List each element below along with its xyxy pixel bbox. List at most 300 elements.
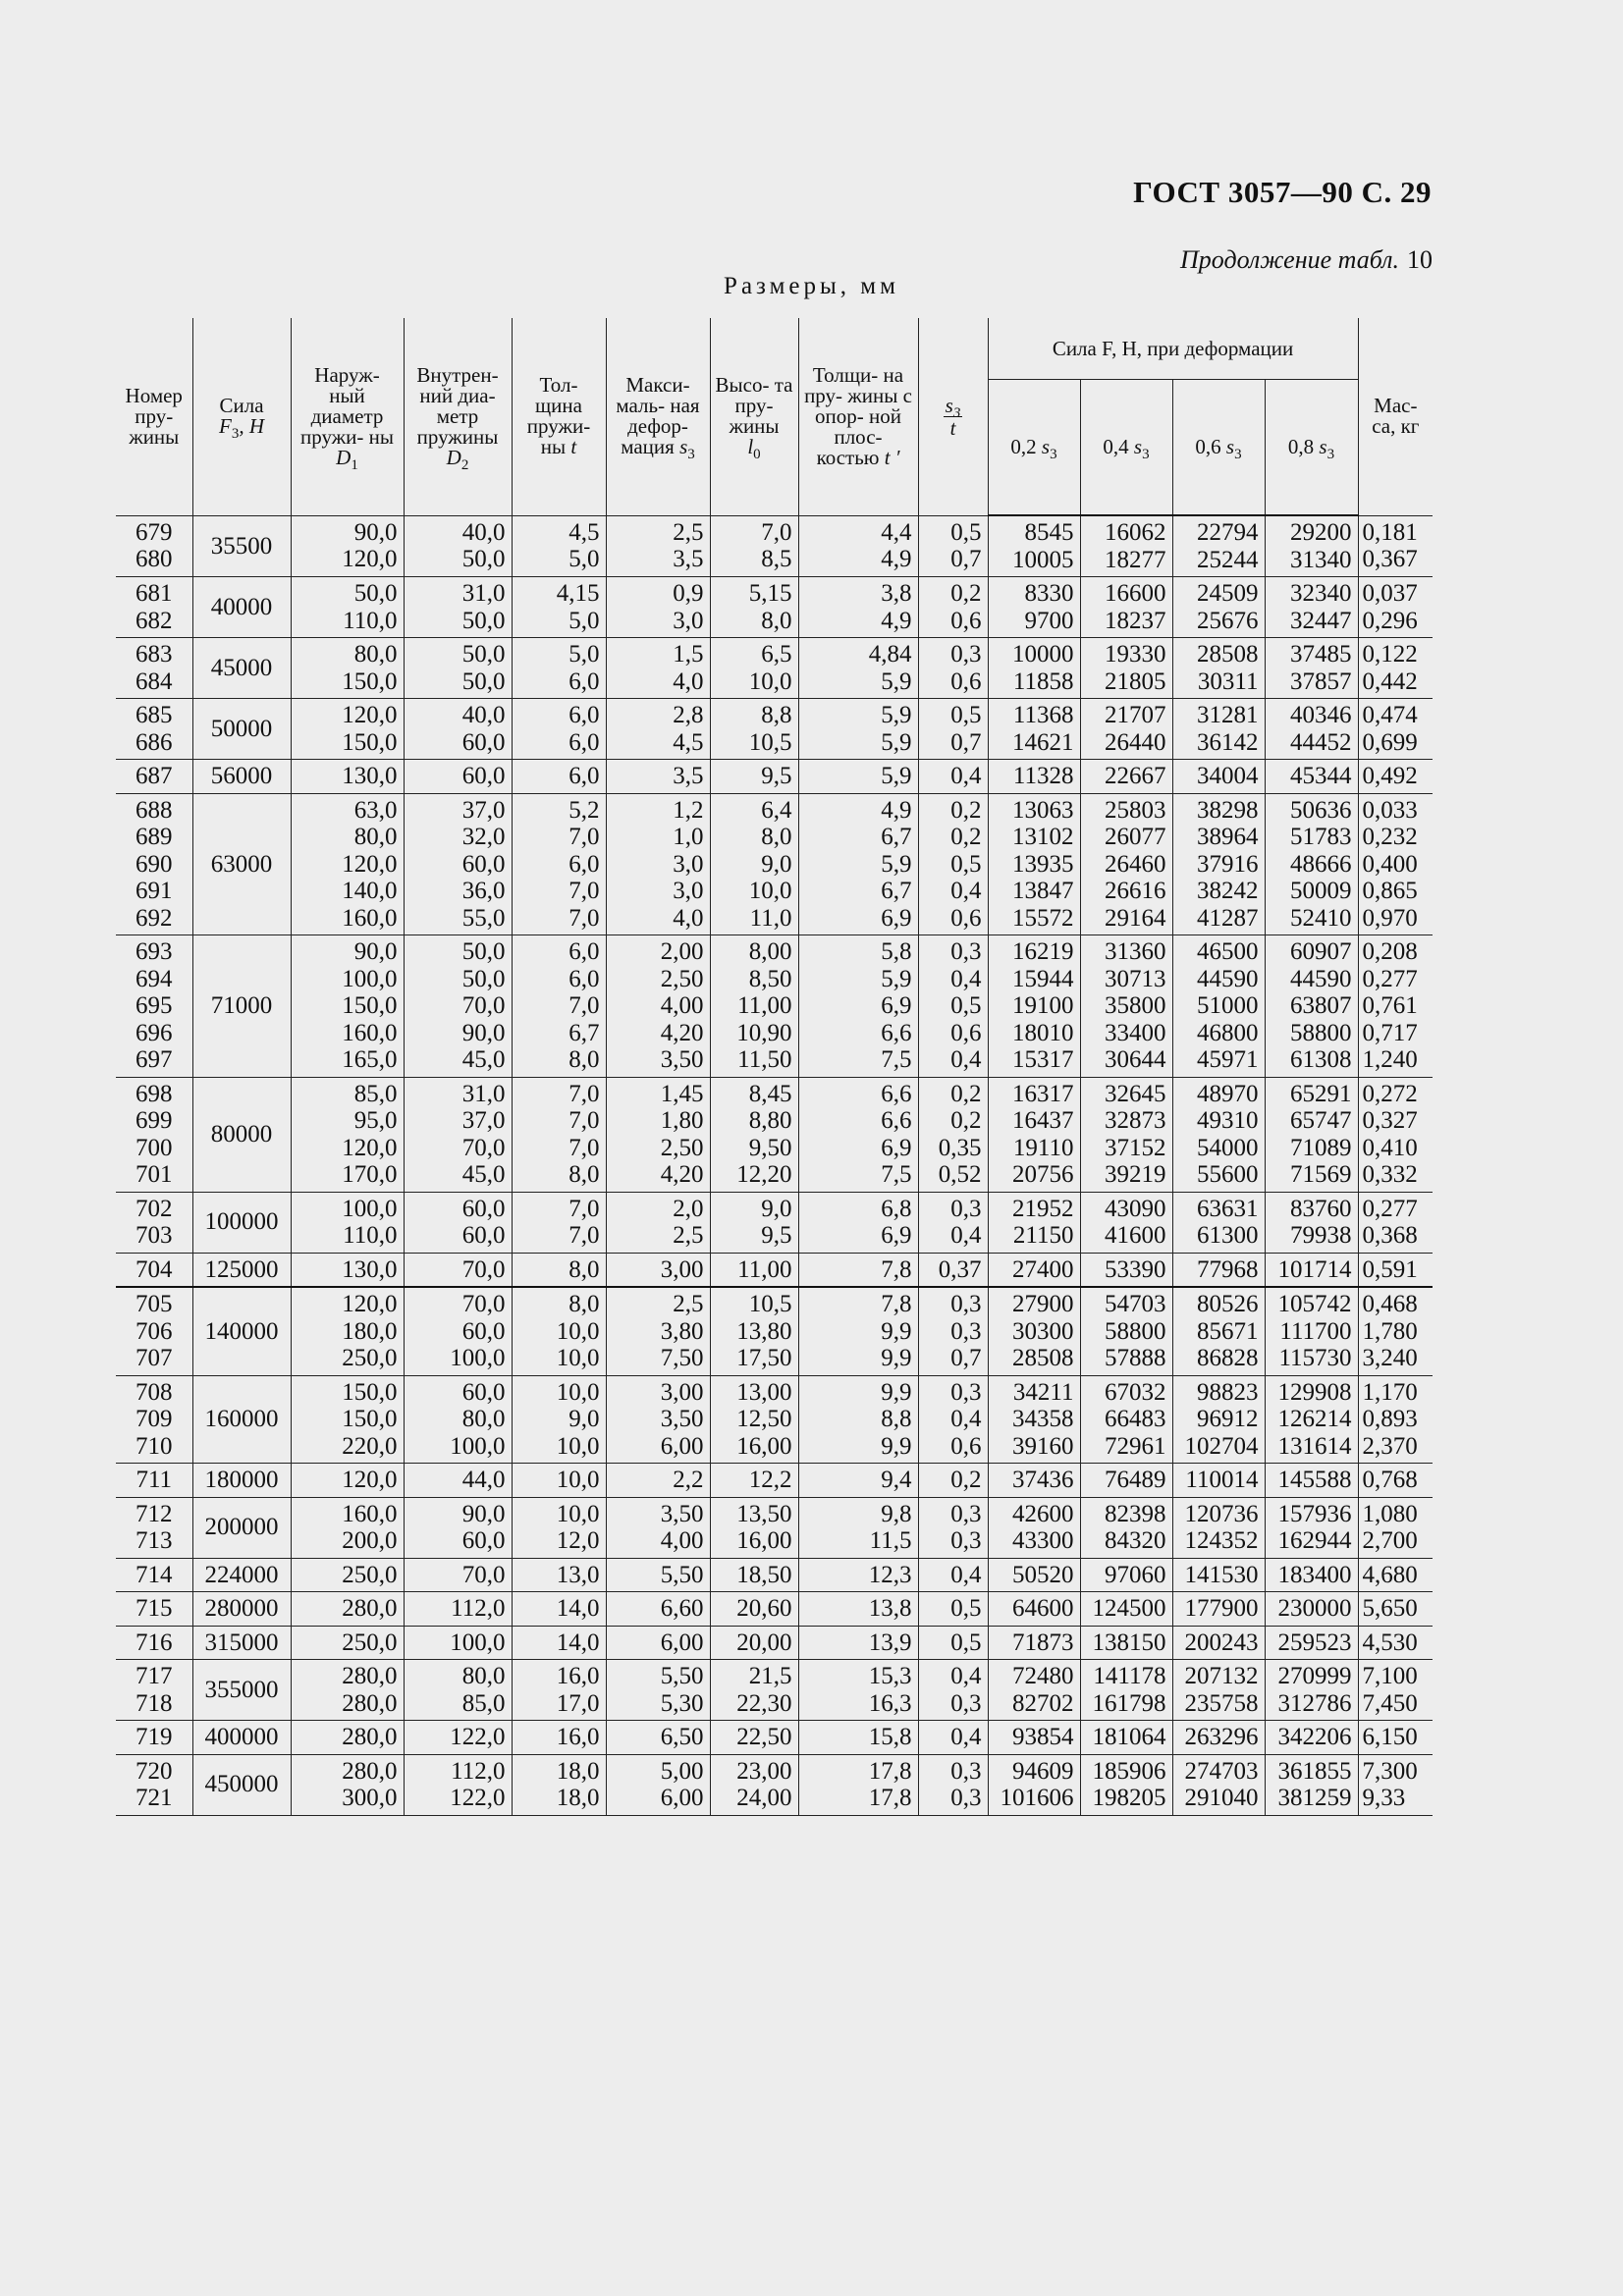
cell-inner-diameter: 60,0 60,0 [404, 1192, 512, 1253]
cell-mass: 0,591 [1358, 1253, 1433, 1287]
cell-number: 705 706 707 [116, 1287, 192, 1375]
cell-force-04: 138150 [1080, 1626, 1172, 1660]
cell-inner-diameter: 70,0 [404, 1253, 512, 1287]
cell-number: 683 684 [116, 638, 192, 699]
table-row-group [116, 1592, 1433, 1627]
spring-table [116, 318, 1433, 1816]
cell-number: 716 [116, 1626, 192, 1660]
cell-ratio: 0,2 0,2 0,5 0,4 0,6 [918, 793, 988, 935]
cell-force-02: 71873 [988, 1626, 1080, 1660]
cell-mass: 0,468 1,780 3,240 [1358, 1287, 1433, 1375]
table-row-group [116, 935, 1433, 1078]
cell-ratio: 0,3 0,6 [918, 638, 988, 699]
col-header-mass: Мас- са, кг [1358, 318, 1433, 515]
cell-force-08: 37485 37857 [1265, 638, 1358, 699]
cell-force: 160000 [192, 1375, 291, 1464]
cell-force-06: 263296 [1172, 1721, 1265, 1755]
cell-number: 708 709 710 [116, 1375, 192, 1464]
cell-outer-diameter: 250,0 [291, 1558, 404, 1592]
col-header-force: Сила $F_3$, Н [192, 318, 291, 515]
cell-ratio: 0,5 0,7 [918, 699, 988, 760]
cell-outer-diameter: 120,0 180,0 250,0 [291, 1287, 404, 1375]
cell-thickness: 10,0 9,0 10,0 [512, 1375, 606, 1464]
table-row-group [116, 1464, 1433, 1498]
cell-force-02: 21952 21150 [988, 1192, 1080, 1253]
cell-force: 35500 [192, 515, 291, 577]
cell-inner-diameter: 60,0 80,0 100,0 [404, 1375, 512, 1464]
table-row-group [116, 793, 1433, 935]
cell-ratio: 0,3 0,3 0,7 [918, 1287, 988, 1375]
cell-force-08: 145588 [1265, 1464, 1358, 1498]
cell-force-02: 34211 34358 39160 [988, 1375, 1080, 1464]
table-row-group [116, 1754, 1433, 1815]
cell-force-04: 16062 18277 [1080, 515, 1172, 577]
cell-max-deformation: 3,00 [606, 1253, 710, 1287]
table-row-group [116, 638, 1433, 699]
cell-force-04: 22667 [1080, 760, 1172, 794]
col-header-def-04: 0,4 $s_3$ [1080, 380, 1172, 516]
col-header-ratio: $\frac{s_3}{t}$ [918, 318, 988, 515]
table-row-group [116, 1192, 1433, 1253]
cell-force: 280000 [192, 1592, 291, 1627]
cell-thickness: 7,0 7,0 [512, 1192, 606, 1253]
cell-force-02: 94609 101606 [988, 1754, 1080, 1815]
cell-force: 100000 [192, 1192, 291, 1253]
table-row-group [116, 1626, 1433, 1660]
cell-force-08: 105742 111700 115730 [1265, 1287, 1358, 1375]
cell-force-08: 83760 79938 [1265, 1192, 1358, 1253]
cell-thickness: 18,0 18,0 [512, 1754, 606, 1815]
cell-inner-diameter: 90,0 60,0 [404, 1497, 512, 1558]
cell-height: 21,5 22,30 [710, 1660, 798, 1721]
cell-thickness: 6,0 6,0 7,0 6,7 8,0 [512, 935, 606, 1078]
cell-ratio: 0,3 0,3 [918, 1497, 988, 1558]
cell-bearing-thickness: 13,9 [798, 1626, 918, 1660]
cell-height: 18,50 [710, 1558, 798, 1592]
cell-force-04: 32645 32873 37152 39219 [1080, 1077, 1172, 1192]
cell-force-06: 98823 96912 102704 [1172, 1375, 1265, 1464]
cell-height: 6,4 8,0 9,0 10,0 11,0 [710, 793, 798, 935]
cell-bearing-thickness: 9,9 8,8 9,9 [798, 1375, 918, 1464]
cell-inner-diameter: 37,0 32,0 60,0 36,0 55,0 [404, 793, 512, 935]
cell-height: 9,5 [710, 760, 798, 794]
cell-ratio: 0,4 0,3 [918, 1660, 988, 1721]
col-header-bearing-thickness: Толщи- на пру- жины с опор- ной плос- костью t ′ [798, 318, 918, 515]
cell-max-deformation: 2,2 [606, 1464, 710, 1498]
col-header-def-06: 0,6 $s_3$ [1172, 380, 1265, 516]
cell-bearing-thickness: 13,8 [798, 1592, 918, 1627]
cell-force-06: 48970 49310 54000 55600 [1172, 1077, 1265, 1192]
cell-thickness: 16,0 [512, 1721, 606, 1755]
cell-ratio: 0,3 0,3 [918, 1754, 988, 1815]
cell-bearing-thickness: 15,3 16,3 [798, 1660, 918, 1721]
cell-force-06: 207132 235758 [1172, 1660, 1265, 1721]
cell-outer-diameter: 280,0 [291, 1721, 404, 1755]
table-row-group [116, 1375, 1433, 1464]
cell-ratio: 0,4 [918, 1721, 988, 1755]
cell-force-08: 60907 44590 63807 58800 61308 [1265, 935, 1358, 1078]
units-caption: Размеры, мм [724, 273, 899, 299]
cell-outer-diameter: 150,0 150,0 220,0 [291, 1375, 404, 1464]
cell-bearing-thickness: 12,3 [798, 1558, 918, 1592]
cell-mass: 7,100 7,450 [1358, 1660, 1433, 1721]
cell-max-deformation: 5,50 5,30 [606, 1660, 710, 1721]
cell-thickness: 5,2 7,0 6,0 7,0 7,0 [512, 793, 606, 935]
cell-force-02: 13063 13102 13935 13847 15572 [988, 793, 1080, 935]
cell-outer-diameter: 85,0 95,0 120,0 170,0 [291, 1077, 404, 1192]
cell-number: 688 689 690 691 692 [116, 793, 192, 935]
table-row-group [116, 1721, 1433, 1755]
col-header-def-02: 0,2 $s_3$ [988, 380, 1080, 516]
cell-force-08: 230000 [1265, 1592, 1358, 1627]
cell-force-02: 16219 15944 19100 18010 15317 [988, 935, 1080, 1078]
cell-outer-diameter: 90,0 120,0 [291, 515, 404, 577]
cell-force: 125000 [192, 1253, 291, 1287]
cell-force-02: 8330 9700 [988, 577, 1080, 638]
cell-height: 20,60 [710, 1592, 798, 1627]
col-header-inner-diameter: Внутрен- ний диа- метр пружины $D_2$ [404, 318, 512, 515]
cell-force-08: 65291 65747 71089 71569 [1265, 1077, 1358, 1192]
cell-bearing-thickness: 15,8 [798, 1721, 918, 1755]
cell-number: 720 721 [116, 1754, 192, 1815]
cell-inner-diameter: 70,0 60,0 100,0 [404, 1287, 512, 1375]
cell-bearing-thickness: 6,8 6,9 [798, 1192, 918, 1253]
cell-thickness: 5,0 6,0 [512, 638, 606, 699]
cell-number: 681 682 [116, 577, 192, 638]
cell-thickness: 6,0 [512, 760, 606, 794]
cell-force-08: 40346 44452 [1265, 699, 1358, 760]
cell-force-02: 72480 82702 [988, 1660, 1080, 1721]
cell-force-04: 185906 198205 [1080, 1754, 1172, 1815]
cell-outer-diameter: 120,0 150,0 [291, 699, 404, 760]
cell-bearing-thickness: 7,8 9,9 9,9 [798, 1287, 918, 1375]
cell-force-06: 141530 [1172, 1558, 1265, 1592]
cell-mass: 1,170 0,893 2,370 [1358, 1375, 1433, 1464]
cell-force-06: 46500 44590 51000 46800 45971 [1172, 935, 1265, 1078]
cell-thickness: 4,5 5,0 [512, 515, 606, 577]
cell-ratio: 0,5 [918, 1626, 988, 1660]
table-row-group [116, 699, 1433, 760]
cell-inner-diameter: 44,0 [404, 1464, 512, 1498]
table-row-group [116, 515, 1433, 577]
cell-number: 712 713 [116, 1497, 192, 1558]
cell-height: 22,50 [710, 1721, 798, 1755]
cell-height: 23,00 24,00 [710, 1754, 798, 1815]
cell-max-deformation: 5,50 [606, 1558, 710, 1592]
cell-number: 719 [116, 1721, 192, 1755]
cell-force-08: 183400 [1265, 1558, 1358, 1592]
cell-number: 715 [116, 1592, 192, 1627]
cell-force-02: 10000 11858 [988, 638, 1080, 699]
cell-force: 40000 [192, 577, 291, 638]
cell-force-04: 181064 [1080, 1721, 1172, 1755]
cell-outer-diameter: 280,0 [291, 1592, 404, 1627]
cell-force-04: 31360 30713 35800 33400 30644 [1080, 935, 1172, 1078]
cell-inner-diameter: 40,0 60,0 [404, 699, 512, 760]
cell-force-06: 77968 [1172, 1253, 1265, 1287]
cell-force-02: 64600 [988, 1592, 1080, 1627]
cell-force-02: 8545 10005 [988, 515, 1080, 577]
cell-force: 400000 [192, 1721, 291, 1755]
table-row-group [116, 1287, 1433, 1375]
cell-force-04: 82398 84320 [1080, 1497, 1172, 1558]
cell-ratio: 0,5 [918, 1592, 988, 1627]
cell-force-08: 259523 [1265, 1626, 1358, 1660]
cell-height: 5,15 8,0 [710, 577, 798, 638]
cell-max-deformation: 1,2 1,0 3,0 3,0 4,0 [606, 793, 710, 935]
cell-bearing-thickness: 9,8 11,5 [798, 1497, 918, 1558]
cell-thickness: 6,0 6,0 [512, 699, 606, 760]
cell-max-deformation: 2,5 3,5 [606, 515, 710, 577]
cell-bearing-thickness: 4,84 5,9 [798, 638, 918, 699]
cell-thickness: 8,0 [512, 1253, 606, 1287]
cell-height: 8,00 8,50 11,00 10,90 11,50 [710, 935, 798, 1078]
cell-outer-diameter: 100,0 110,0 [291, 1192, 404, 1253]
cell-max-deformation: 5,00 6,00 [606, 1754, 710, 1815]
cell-height: 7,0 8,5 [710, 515, 798, 577]
table-row-group [116, 760, 1433, 794]
cell-ratio: 0,4 [918, 1558, 988, 1592]
cell-outer-diameter: 130,0 [291, 760, 404, 794]
page-header: ГОСТ 3057—90 С. 29 [1133, 175, 1432, 209]
cell-outer-diameter: 280,0 280,0 [291, 1660, 404, 1721]
cell-max-deformation: 3,50 4,00 [606, 1497, 710, 1558]
cell-force-08: 157936 162944 [1265, 1497, 1358, 1558]
cell-thickness: 13,0 [512, 1558, 606, 1592]
cell-mass: 0,492 [1358, 760, 1433, 794]
cell-ratio: 0,37 [918, 1253, 988, 1287]
cell-height: 12,2 [710, 1464, 798, 1498]
cell-force-08: 129908 126214 131614 [1265, 1375, 1358, 1464]
continuation-text: Продолжение табл. [1180, 245, 1399, 274]
col-header-max-deformation: Макси- маль- ная дефор- мация $s_3$ [606, 318, 710, 515]
cell-inner-diameter: 50,0 50,0 [404, 638, 512, 699]
col-header-number: Номер пру- жины [116, 318, 192, 515]
cell-force-06: 34004 [1172, 760, 1265, 794]
cell-thickness: 16,0 17,0 [512, 1660, 606, 1721]
cell-inner-diameter: 70,0 [404, 1558, 512, 1592]
cell-force-06: 28508 30311 [1172, 638, 1265, 699]
cell-force: 71000 [192, 935, 291, 1078]
cell-inner-diameter: 40,0 50,0 [404, 515, 512, 577]
cell-force-06: 274703 291040 [1172, 1754, 1265, 1815]
cell-number: 679 680 [116, 515, 192, 577]
cell-outer-diameter: 63,0 80,0 120,0 140,0 160,0 [291, 793, 404, 935]
cell-inner-diameter: 100,0 [404, 1626, 512, 1660]
cell-max-deformation: 1,45 1,80 2,50 4,20 [606, 1077, 710, 1192]
cell-force-06: 24509 25676 [1172, 577, 1265, 638]
cell-force-02: 16317 16437 19110 20756 [988, 1077, 1080, 1192]
cell-mass: 0,037 0,296 [1358, 577, 1433, 638]
cell-force: 45000 [192, 638, 291, 699]
cell-force-04: 53390 [1080, 1253, 1172, 1287]
cell-force-06: 80526 85671 86828 [1172, 1287, 1265, 1375]
cell-force: 180000 [192, 1464, 291, 1498]
cell-force-04: 54703 58800 57888 [1080, 1287, 1172, 1375]
cell-height: 6,5 10,0 [710, 638, 798, 699]
cell-ratio: 0,3 0,4 0,6 [918, 1375, 988, 1464]
cell-inner-diameter: 80,0 85,0 [404, 1660, 512, 1721]
cell-number: 702 703 [116, 1192, 192, 1253]
cell-mass: 5,650 [1358, 1592, 1433, 1627]
cell-thickness: 8,0 10,0 10,0 [512, 1287, 606, 1375]
cell-inner-diameter: 60,0 [404, 760, 512, 794]
cell-force: 56000 [192, 760, 291, 794]
cell-bearing-thickness: 9,4 [798, 1464, 918, 1498]
cell-number: 714 [116, 1558, 192, 1592]
cell-force-08: 270999 312786 [1265, 1660, 1358, 1721]
table-continuation-note [1180, 245, 1433, 275]
cell-inner-diameter: 122,0 [404, 1721, 512, 1755]
cell-force-06: 200243 [1172, 1626, 1265, 1660]
cell-force-04: 67032 66483 72961 [1080, 1375, 1172, 1464]
cell-outer-diameter: 90,0 100,0 150,0 160,0 165,0 [291, 935, 404, 1078]
cell-height: 9,0 9,5 [710, 1192, 798, 1253]
cell-ratio: 0,5 0,7 [918, 515, 988, 577]
cell-ratio: 0,2 0,2 0,35 0,52 [918, 1077, 988, 1192]
cell-outer-diameter: 280,0 300,0 [291, 1754, 404, 1815]
cell-thickness: 7,0 7,0 7,0 8,0 [512, 1077, 606, 1192]
cell-number: 693 694 695 696 697 [116, 935, 192, 1078]
table-row-group [116, 1253, 1433, 1287]
cell-number: 685 686 [116, 699, 192, 760]
cell-force-04: 43090 41600 [1080, 1192, 1172, 1253]
cell-force: 50000 [192, 699, 291, 760]
cell-force: 315000 [192, 1626, 291, 1660]
cell-mass: 0,208 0,277 0,761 0,717 1,240 [1358, 935, 1433, 1078]
cell-number: 698 699 700 701 [116, 1077, 192, 1192]
cell-ratio: 0,2 [918, 1464, 988, 1498]
cell-force-08: 29200 31340 [1265, 515, 1358, 577]
cell-force-08: 342206 [1265, 1721, 1358, 1755]
cell-height: 10,5 13,80 17,50 [710, 1287, 798, 1375]
cell-bearing-thickness: 17,8 17,8 [798, 1754, 918, 1815]
cell-force: 224000 [192, 1558, 291, 1592]
cell-number: 717 718 [116, 1660, 192, 1721]
cell-force-02: 50520 [988, 1558, 1080, 1592]
cell-force-04: 16600 18237 [1080, 577, 1172, 638]
cell-number: 704 [116, 1253, 192, 1287]
cell-ratio: 0,2 0,6 [918, 577, 988, 638]
cell-force-08: 50636 51783 48666 50009 52410 [1265, 793, 1358, 935]
cell-height: 8,8 10,5 [710, 699, 798, 760]
cell-bearing-thickness: 5,9 5,9 [798, 699, 918, 760]
cell-outer-diameter: 160,0 200,0 [291, 1497, 404, 1558]
cell-force: 140000 [192, 1287, 291, 1375]
table-row-group [116, 1558, 1433, 1592]
cell-bearing-thickness: 6,6 6,6 6,9 7,5 [798, 1077, 918, 1192]
cell-mass: 0,033 0,232 0,400 0,865 0,970 [1358, 793, 1433, 935]
cell-height: 8,45 8,80 9,50 12,20 [710, 1077, 798, 1192]
cell-ratio: 0,4 [918, 760, 988, 794]
cell-mass: 0,181 0,367 [1358, 515, 1433, 577]
cell-force: 80000 [192, 1077, 291, 1192]
cell-force-06: 31281 36142 [1172, 699, 1265, 760]
cell-max-deformation: 3,5 [606, 760, 710, 794]
cell-inner-diameter: 112,0 122,0 [404, 1754, 512, 1815]
col-header-def-08: 0,8 $s_3$ [1265, 380, 1358, 516]
cell-thickness: 10,0 [512, 1464, 606, 1498]
col-header-height: Высо- та пру- жины $l_0$ [710, 318, 798, 515]
cell-force-08: 45344 [1265, 760, 1358, 794]
cell-thickness: 14,0 [512, 1626, 606, 1660]
cell-force-08: 361855 381259 [1265, 1754, 1358, 1815]
cell-max-deformation: 2,0 2,5 [606, 1192, 710, 1253]
cell-force-02: 27400 [988, 1253, 1080, 1287]
cell-inner-diameter: 50,0 50,0 70,0 90,0 45,0 [404, 935, 512, 1078]
cell-ratio: 0,3 0,4 0,5 0,6 0,4 [918, 935, 988, 1078]
cell-thickness: 4,15 5,0 [512, 577, 606, 638]
cell-max-deformation: 2,00 2,50 4,00 4,20 3,50 [606, 935, 710, 1078]
cell-outer-diameter: 120,0 [291, 1464, 404, 1498]
cell-bearing-thickness: 7,8 [798, 1253, 918, 1287]
cell-mass: 1,080 2,700 [1358, 1497, 1433, 1558]
cell-force-06: 38298 38964 37916 38242 41287 [1172, 793, 1265, 935]
cell-force: 200000 [192, 1497, 291, 1558]
cell-outer-diameter: 80,0 150,0 [291, 638, 404, 699]
cell-force-02: 37436 [988, 1464, 1080, 1498]
table-row-group [116, 1077, 1433, 1192]
cell-force: 355000 [192, 1660, 291, 1721]
cell-max-deformation: 0,9 3,0 [606, 577, 710, 638]
cell-number: 687 [116, 760, 192, 794]
cell-mass: 7,300 9,33 [1358, 1754, 1433, 1815]
cell-force-02: 27900 30300 28508 [988, 1287, 1080, 1375]
cell-force-02: 42600 43300 [988, 1497, 1080, 1558]
cell-force-08: 32340 32447 [1265, 577, 1358, 638]
cell-height: 13,00 12,50 16,00 [710, 1375, 798, 1464]
cell-mass: 0,122 0,442 [1358, 638, 1433, 699]
cell-force-04: 97060 [1080, 1558, 1172, 1592]
col-header-outer-diameter: Наруж- ный диаметр пружи- ны $D_1$ [291, 318, 404, 515]
cell-max-deformation: 3,00 3,50 6,00 [606, 1375, 710, 1464]
cell-inner-diameter: 31,0 50,0 [404, 577, 512, 638]
table-row-group [116, 1660, 1433, 1721]
cell-force-04: 141178 161798 [1080, 1660, 1172, 1721]
cell-inner-diameter: 112,0 [404, 1592, 512, 1627]
cell-inner-diameter: 31,0 37,0 70,0 45,0 [404, 1077, 512, 1192]
cell-max-deformation: 1,5 4,0 [606, 638, 710, 699]
table-row-group [116, 1497, 1433, 1558]
cell-height: 20,00 [710, 1626, 798, 1660]
cell-force-06: 120736 124352 [1172, 1497, 1265, 1558]
cell-force-06: 63631 61300 [1172, 1192, 1265, 1253]
cell-mass: 6,150 [1358, 1721, 1433, 1755]
cell-force-08: 101714 [1265, 1253, 1358, 1287]
cell-thickness: 14,0 [512, 1592, 606, 1627]
cell-outer-diameter: 250,0 [291, 1626, 404, 1660]
cell-outer-diameter: 130,0 [291, 1253, 404, 1287]
cell-force-04: 76489 [1080, 1464, 1172, 1498]
cell-force-06: 177900 [1172, 1592, 1265, 1627]
cell-bearing-thickness: 4,4 4,9 [798, 515, 918, 577]
cell-max-deformation: 6,50 [606, 1721, 710, 1755]
cell-force-06: 22794 25244 [1172, 515, 1265, 577]
cell-height: 13,50 16,00 [710, 1497, 798, 1558]
cell-max-deformation: 6,60 [606, 1592, 710, 1627]
cell-force-02: 93854 [988, 1721, 1080, 1755]
cell-force-02: 11328 [988, 760, 1080, 794]
table-row-group [116, 577, 1433, 638]
cell-mass: 0,277 0,368 [1358, 1192, 1433, 1253]
cell-force-04: 21707 26440 [1080, 699, 1172, 760]
cell-force-04: 19330 21805 [1080, 638, 1172, 699]
col-header-thickness: Тол- щина пружи- ны t [512, 318, 606, 515]
cell-mass: 0,768 [1358, 1464, 1433, 1498]
cell-height: 11,00 [710, 1253, 798, 1287]
cell-bearing-thickness: 5,9 [798, 760, 918, 794]
cell-bearing-thickness: 3,8 4,9 [798, 577, 918, 638]
